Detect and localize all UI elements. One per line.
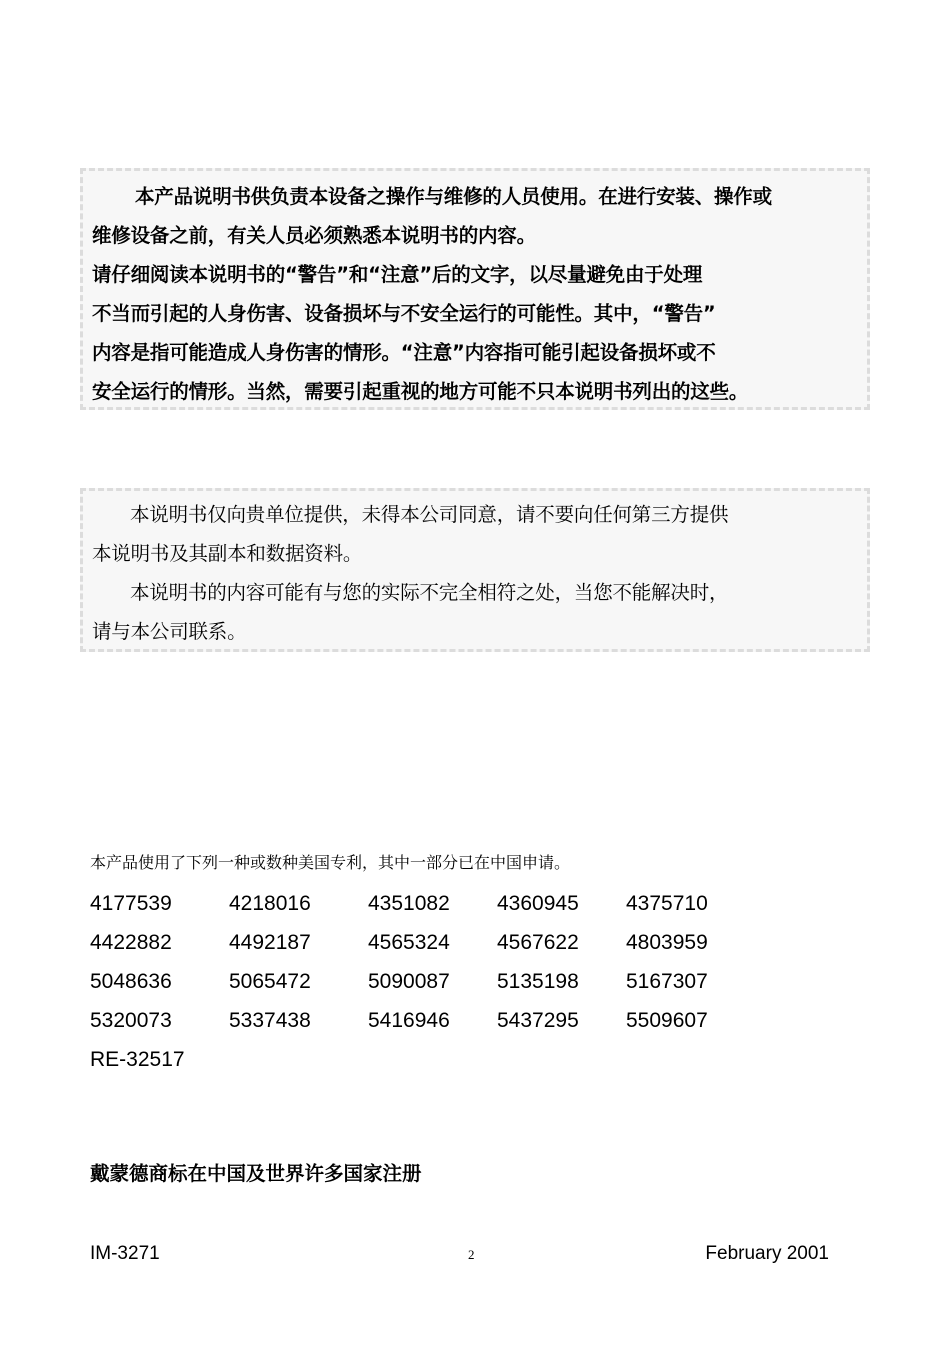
document-date: February 2001	[705, 1243, 829, 1264]
table-row	[90, 1040, 736, 1079]
copyright-line: 本说明书仅向贵单位提供，未得本公司同意，请不要向任何第三方提供	[130, 503, 729, 526]
patent-number: 4218016	[229, 891, 311, 915]
patent-number: 5090087	[368, 969, 450, 993]
trademark-statement: 戴蒙德商标在中国及世界许多国家注册	[90, 1162, 422, 1185]
patent-number	[497, 1040, 626, 1079]
patent-number: 4565324	[368, 930, 450, 954]
notice-line: 安全运行的情形。当然，需要引起重视的地方可能不只本说明书列出的这些。	[92, 380, 749, 403]
copyright-notice-box	[80, 488, 870, 652]
notice-line: 内容是指可能造成人身伤害的情形。“注意”内容指可能引起设备损坏或不	[92, 341, 716, 364]
patent-number	[229, 1040, 368, 1079]
notice-line: 请仔细阅读本说明书的“警告”和“注意”后的文字，以尽量避免由于处理	[92, 263, 703, 286]
page-number: 2	[468, 1247, 475, 1262]
patent-number-table	[90, 884, 736, 1079]
notice-line: 本产品说明书供负责本设备之操作与维修的人员使用。在进行安装、操作或	[135, 185, 772, 208]
patent-intro-text: 本产品使用了下列一种或数种美国专利，其中一部分已在中国申请。	[90, 853, 571, 872]
patent-number: RE-32517	[90, 1047, 185, 1071]
patent-number: 5416946	[368, 1008, 450, 1032]
patent-number	[626, 1040, 736, 1079]
patent-number: 5437295	[497, 1008, 579, 1032]
patent-number: 4492187	[229, 930, 311, 954]
patent-number: 5509607	[626, 1008, 708, 1032]
patent-number: 4360945	[497, 891, 579, 915]
safety-notice-box	[80, 168, 870, 410]
copyright-line: 本说明书及其副本和数据资料。	[92, 542, 363, 565]
table-row	[90, 962, 736, 1001]
patent-number: 5048636	[90, 969, 172, 993]
patent-number: 5135198	[497, 969, 579, 993]
patent-number: 5337438	[229, 1008, 311, 1032]
patent-number: 4803959	[626, 930, 708, 954]
notice-line: 不当而引起的人身伤害、设备损坏与不安全运行的可能性。其中，“警告”	[92, 302, 716, 325]
document-code: IM-3271	[90, 1243, 160, 1264]
patent-number: 4177539	[90, 891, 172, 915]
patent-number: 5320073	[90, 1008, 172, 1032]
table-row	[90, 884, 736, 923]
copyright-line: 请与本公司联系。	[92, 620, 247, 643]
notice-line: 维修设备之前，有关人员必须熟悉本说明书的内容。	[92, 224, 536, 247]
patent-number: 5065472	[229, 969, 311, 993]
table-row	[90, 1001, 736, 1040]
patent-number: 4375710	[626, 891, 708, 915]
patent-number: 4422882	[90, 930, 172, 954]
patent-number: 5167307	[626, 969, 708, 993]
table-row	[90, 923, 736, 962]
patent-number: 4351082	[368, 891, 450, 915]
patent-number: 4567622	[497, 930, 579, 954]
copyright-line: 本说明书的内容可能有与您的实际不完全相符之处，当您不能解决时，	[130, 581, 729, 604]
patent-number	[368, 1040, 497, 1079]
